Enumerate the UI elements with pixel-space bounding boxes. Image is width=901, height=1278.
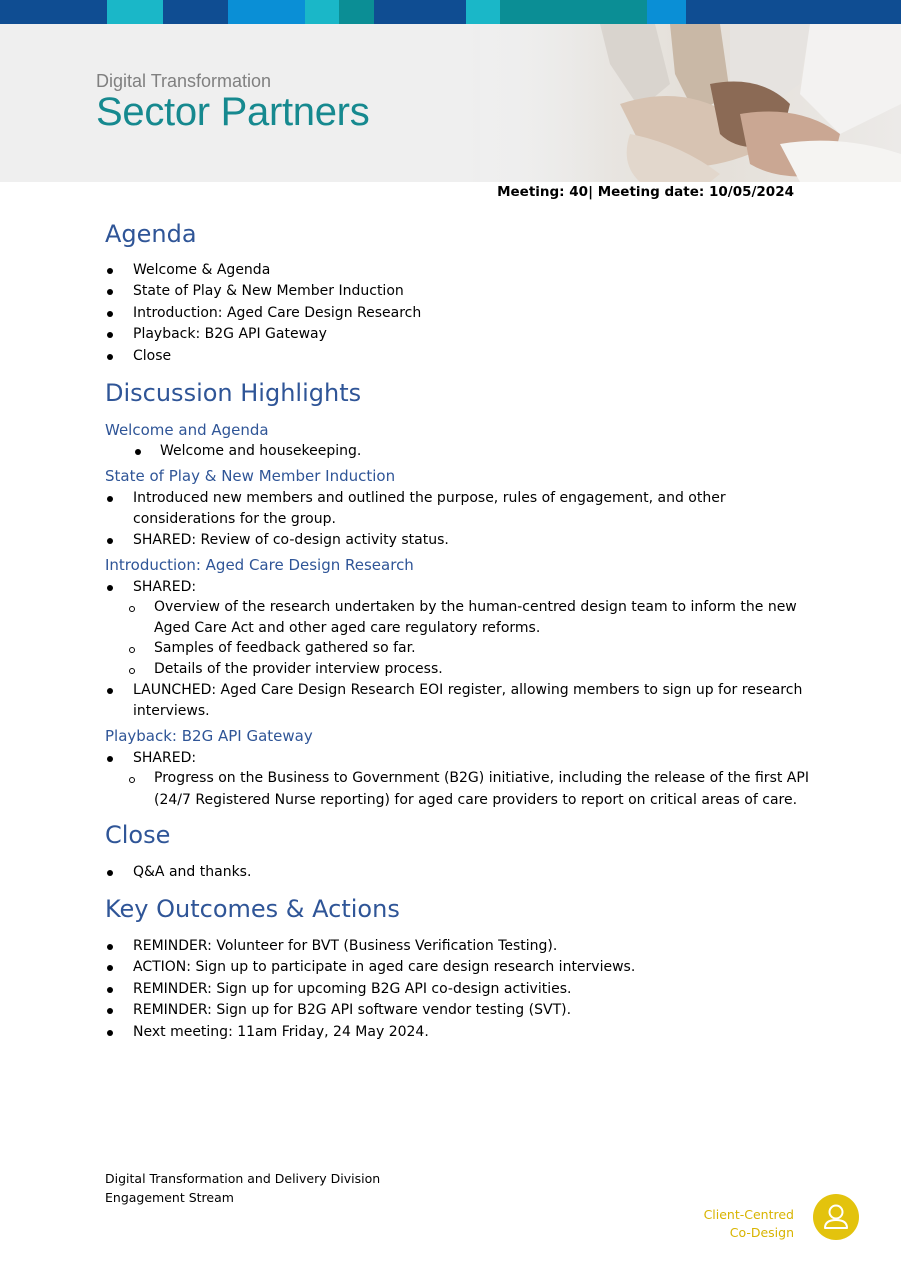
color-segment: [305, 0, 339, 24]
badge-label: [704, 1206, 794, 1242]
sub-bullet-icon: [129, 647, 135, 653]
bullet-icon: [107, 944, 113, 950]
bullet-icon: [107, 496, 113, 502]
badge-line-2: Co-Design: [729, 1225, 794, 1240]
bullet-icon: [107, 756, 113, 762]
sub-bullet-icon: [129, 606, 135, 612]
list-item: REMINDER: Sign up for upcoming B2G API co-design activities.: [133, 981, 572, 997]
list-item: Introduction: Aged Care Design Research: [133, 305, 422, 321]
bullet-icon: [107, 538, 113, 544]
bullet-icon: [107, 354, 113, 360]
section-title: Playback: B2G API Gateway: [105, 727, 313, 745]
sub-list-item-continuation: (24/7 Registered Nurse reporting) for aged care providers to report on critical areas of care.: [154, 792, 798, 808]
color-segment: [686, 0, 901, 24]
bullet-icon: [107, 311, 113, 317]
list-item: Welcome and housekeeping.: [160, 443, 362, 459]
meeting-info: Meeting: 40| Meeting date: 10/05/2024: [497, 184, 794, 200]
color-segment: [228, 0, 305, 24]
list-item: REMINDER: Sign up for B2G API software vendor testing (SVT).: [133, 1002, 572, 1018]
list-item: SHARED:: [133, 750, 197, 766]
list-item: Close: [133, 348, 172, 364]
sub-bullet-icon: [129, 668, 135, 674]
color-segment: [647, 0, 686, 24]
list-item: Welcome & Agenda: [133, 262, 271, 278]
list-item: SHARED: Review of co-design activity status.: [133, 532, 449, 548]
discussion-heading: Discussion Highlights: [105, 379, 362, 407]
section-title: State of Play & New Member Induction: [105, 467, 396, 485]
sub-bullet-icon: [129, 777, 135, 783]
color-segment: [374, 0, 466, 24]
sub-list-item: Overview of the research undertaken by the human-centred design team to inform the new: [154, 599, 797, 615]
footer-text: [105, 1169, 380, 1207]
section-title: Welcome and Agenda: [105, 421, 269, 439]
banner-subtitle: Digital Transformation: [96, 71, 272, 91]
sub-list-item: Details of the provider interview process.: [154, 661, 443, 677]
list-item: LAUNCHED: Aged Care Design Research EOI register, allowing members to sign up for research: [133, 682, 803, 698]
bullet-icon: [107, 1008, 113, 1014]
color-segment: [339, 0, 374, 24]
list-item: Playback: B2G API Gateway: [133, 326, 327, 342]
footer-division: Digital Transformation and Delivery Division: [105, 1171, 381, 1186]
bullet-icon: [135, 449, 141, 455]
stacked-hands-image: [480, 24, 901, 182]
sub-list-item-continuation: Aged Care Act and other aged care regulatory reforms.: [154, 620, 541, 636]
list-item: Next meeting: 11am Friday, 24 May 2024.: [133, 1024, 429, 1040]
bullet-icon: [107, 688, 113, 694]
list-item: ACTION: Sign up to participate in aged care design research interviews.: [133, 959, 636, 975]
outcomes-heading: Key Outcomes & Actions: [105, 895, 400, 923]
list-item: State of Play & New Member Induction: [133, 283, 404, 299]
bullet-icon: [107, 585, 113, 591]
page-title: Sector Partners: [96, 90, 370, 134]
color-segment: [163, 0, 228, 24]
bullet-icon: [107, 870, 113, 876]
color-segment: [107, 0, 163, 24]
list-item: Q&A and thanks.: [133, 864, 252, 880]
list-item: SHARED:: [133, 579, 197, 595]
list-item-continuation: considerations for the group.: [133, 511, 336, 527]
person-icon: [813, 1194, 859, 1240]
bullet-icon: [107, 289, 113, 295]
bullet-icon: [107, 332, 113, 338]
footer-stream: Engagement Stream: [105, 1190, 234, 1205]
list-item: REMINDER: Volunteer for BVT (Business Verification Testing).: [133, 938, 558, 954]
color-segment: [466, 0, 500, 24]
bullet-icon: [107, 987, 113, 993]
close-heading: Close: [105, 821, 171, 849]
list-item: Introduced new members and outlined the purpose, rules of engagement, and other: [133, 490, 726, 506]
sub-list-item: Progress on the Business to Government (B2G) initiative, including the release of the first API: [154, 770, 809, 786]
list-item-continuation: interviews.: [133, 703, 210, 719]
top-color-bar: [0, 0, 901, 24]
section-title: Introduction: Aged Care Design Research: [105, 556, 414, 574]
sub-list-item: Samples of feedback gathered so far.: [154, 640, 416, 656]
badge-line-1: Client-Centred: [703, 1207, 794, 1222]
bullet-icon: [107, 1030, 113, 1036]
color-segment: [500, 0, 647, 24]
bullet-icon: [107, 965, 113, 971]
agenda-heading: Agenda: [105, 220, 197, 248]
co-design-badge: [813, 1194, 859, 1240]
header-banner: [0, 24, 901, 182]
color-segment: [0, 0, 107, 24]
bullet-icon: [107, 268, 113, 274]
